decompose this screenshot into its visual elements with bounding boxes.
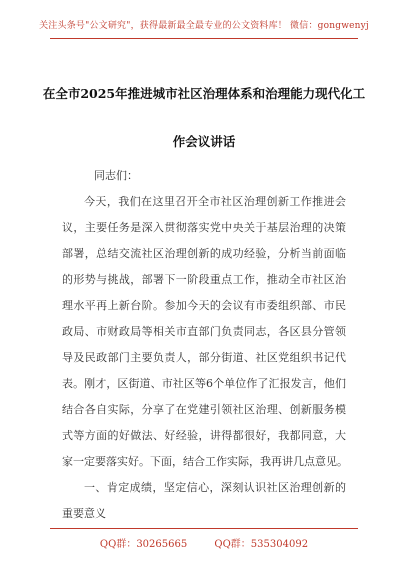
body-text-line: 家一定要落实好。下面，结合工作实际，我再讲几点意见。 (62, 455, 348, 468)
header-banner: 关注头条号"公文研究"，获得最新最全最专业的公文资料库！ 微信：gongwenyj (39, 21, 369, 31)
body-text-line: 式等方面的好做法、好经验，讲得都很好，我都同意，大 (62, 429, 346, 442)
document-title-line-2: 作会议讲话 (172, 134, 236, 149)
body-text-line: 部署，总结交流社区治理创新的成功经验，分析当前面临 (62, 247, 346, 260)
body-text-line: 议，主要任务是深入贯彻落实党中央关于基层治理的决策 (62, 221, 346, 234)
header-divider (50, 38, 358, 39)
footer (0, 535, 408, 550)
footer-qq-group-1: QQ群：30265665 (99, 539, 188, 550)
body-text-line: 表。刚才，区街道、市社区等6个单位作了汇报发言，他们 (62, 377, 346, 390)
footer-qq-group-2: QQ群：535304092 (214, 539, 309, 550)
body-text-line: 一、肯定成绩，坚定信心，深刻认识社区治理创新的 (84, 481, 346, 494)
body-text-line: 政局、市财政局等相关市直部门负责同志，各区县分管领 (62, 325, 346, 338)
footer-divider (50, 528, 358, 529)
body-text-line: 导及民政部门主要负责人，部分街道、社区党组织书记代 (62, 351, 346, 364)
body-text-line: 结合各自实际，分享了在党建引领社区治理、创新服务模 (62, 403, 346, 416)
document-title-line-1: 在全市2025年推进城市社区治理体系和治理能力现代化工 (42, 86, 366, 101)
body-text-line: 理水平再上新台阶。参加今天的会议有市委组织部、市民 (62, 299, 346, 312)
body-text-line: 的形势与挑战，部署下一阶段重点工作，推动全市社区治 (62, 273, 346, 286)
body-text-line: 重要意义 (62, 507, 106, 520)
greeting: 同志们： (94, 169, 138, 182)
body-text-line: 今天，我们在这里召开全市社区治理创新工作推进会 (84, 195, 346, 208)
